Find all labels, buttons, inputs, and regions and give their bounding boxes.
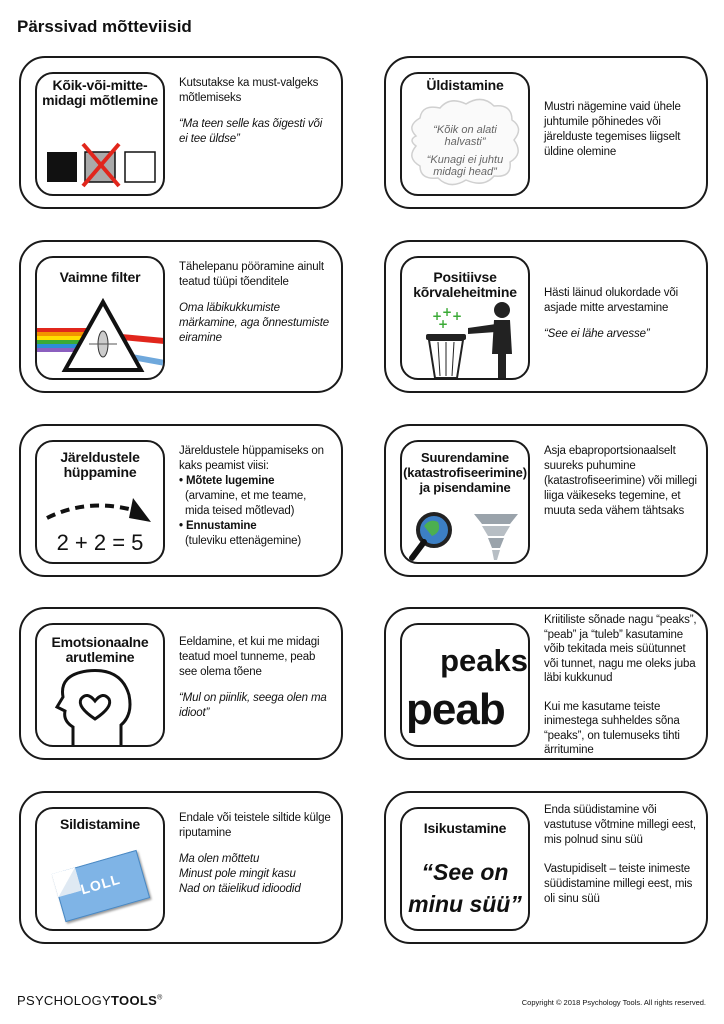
icon-box xyxy=(35,623,165,747)
black-white-squares-icon xyxy=(37,74,163,194)
cloud-text-1: “Kõik on alati halvasti” xyxy=(433,124,497,148)
trash-bin-person-icon xyxy=(402,258,528,378)
description-text: Kriitiliste sõnade nagu “peaks”, “peab” ja “tuleb” kasutamine võib tekitada meis süütunnet või tunnet, nagu me oleks juba läbi kukkunud xyxy=(544,614,697,684)
description-text: Hästi läinud olukordade või asjade mitte arvestamine xyxy=(544,287,679,314)
card-description xyxy=(544,613,698,769)
card-title: Positiivse kõrvaleheitmine xyxy=(413,269,517,300)
card-title: Järeldustele hüppamine xyxy=(60,449,140,480)
description-text: Järeldustele hüppamiseks on kaks peamist viisi: xyxy=(179,445,324,472)
card-title: Emotsionaalne arutlemine xyxy=(51,634,149,665)
description-text: Mustri nägemine vaid ühele juhtumile põhinedes või järelduste tegemises liigselt üldine olemine xyxy=(544,101,681,158)
icon-box xyxy=(400,807,530,931)
card-emotional-reasoning xyxy=(19,607,343,760)
card-description xyxy=(544,444,698,530)
svg-text:+: + xyxy=(452,309,463,323)
example-quote: Oma läbikukkumiste märkamine, aga õnnestumiste eiramine xyxy=(179,302,329,344)
icon-box xyxy=(35,440,165,564)
card-jumping-to-conclusions xyxy=(19,424,343,577)
card-description xyxy=(544,100,698,171)
example-quote: Minust pole mingit kasu xyxy=(179,868,296,880)
label-tag-icon xyxy=(52,850,150,922)
copyright-text: Copyright © 2018 Psychology Tools. All rights reserved. xyxy=(521,998,706,1007)
equation-text: 2 + 2 = 5 xyxy=(56,530,144,555)
card-disqualifying-positive xyxy=(384,240,708,393)
card-description xyxy=(544,286,698,353)
card-title: Üldistamine xyxy=(426,77,504,93)
card-title: Vaimne filter xyxy=(59,269,141,285)
card-labelling xyxy=(19,791,343,944)
card-description xyxy=(544,803,698,918)
word-peaks: peaks xyxy=(440,643,528,678)
word-peab: peab xyxy=(406,685,505,734)
card-title: Kõik-või-mitte-midagi mõtlemine xyxy=(42,77,158,108)
icon-box xyxy=(400,623,530,747)
prism-filter-icon xyxy=(37,258,163,378)
card-description xyxy=(179,635,333,732)
icon-box xyxy=(35,72,165,196)
description-text: Endale või teistele siltide külge riputamine xyxy=(179,812,331,839)
description-text: Kutsutakse ka must-valgeks mõtlemiseks xyxy=(179,77,319,104)
example-quote: Ma olen mõttetu xyxy=(179,853,260,865)
card-description xyxy=(179,444,333,549)
example-quote: “Ma teen selle kas õigesti või ei tee üldse” xyxy=(179,118,323,145)
list-item: • Ennustamine (tuleviku ettenägemine) xyxy=(179,520,302,547)
card-description xyxy=(179,260,333,357)
head-heart-icon xyxy=(37,625,163,745)
card-description xyxy=(179,811,333,897)
description-text: Tähelepanu pööramine ainult teatud tüüpi tõenditele xyxy=(179,261,324,288)
quote-line-2: minu süü” xyxy=(408,891,522,917)
icon-box xyxy=(400,256,530,380)
card-overgeneralisation xyxy=(384,56,708,209)
svg-text:+: + xyxy=(432,309,443,323)
example-quote: Nad on täielikud idioodid xyxy=(179,883,301,895)
icon-box xyxy=(35,256,165,380)
svg-text:+: + xyxy=(442,305,453,319)
card-title: Suurendamine (katastrofiseerimine) ja pisendamine xyxy=(403,450,527,495)
psychology-tools-logo: PSYCHOLOGYTOOLS® xyxy=(17,993,163,1008)
svg-text:+: + xyxy=(438,317,449,331)
list-item: • Mõtete lugemine (arvamine, et me teame, mida teised mõtlevad) xyxy=(179,475,307,517)
card-title: Sildistamine xyxy=(59,816,141,832)
card-title: Isikustamine xyxy=(423,820,507,836)
icon-box xyxy=(400,440,530,564)
label-text: LOLL xyxy=(78,870,123,898)
card-personalisation xyxy=(384,791,708,944)
description-text: Vastupidiselt – teiste inimeste süüdistamine millegi eest, mis oli sinu süü xyxy=(544,863,693,905)
card-should-statements xyxy=(384,607,708,760)
card-description xyxy=(179,76,333,158)
description-text: Eeldamine, et kui me midagi teatud moel tunneme, peab see olema tõene xyxy=(179,636,320,678)
description-text: Kui me kasutame teiste inimestega suhheldes sõna “peaks”, on tulemuseks tihti ärritumine xyxy=(544,700,680,756)
card-mental-filter xyxy=(19,240,343,393)
bullet-list xyxy=(179,474,333,549)
page-title: Pärssivad mõtteviisid xyxy=(17,17,192,36)
card-all-or-nothing xyxy=(19,56,343,209)
cloud-text-2: “Kunagi ei juhtu midagi head” xyxy=(426,154,504,178)
magnifier-tornado-icon xyxy=(402,442,528,562)
description-text: Enda süüdistamine või vastutuse võtmine millegi eest, mis polnud sinu süü xyxy=(544,804,696,846)
card-magnification-minimisation xyxy=(384,424,708,577)
example-quote: “See ei lähe arvesse” xyxy=(544,328,650,340)
quote-line-1: “See on xyxy=(421,859,509,885)
icon-box xyxy=(35,807,165,931)
description-text: Asja ebaproportsionaalselt suureks puhumine (katastrofiseerimine) või millegi liiga väikeseks tegemine, et muuta seda vähem tähtsaks xyxy=(544,445,697,517)
example-quote: “Mul on piinlik, seega olen ma idioot” xyxy=(179,692,327,719)
icon-box xyxy=(400,72,530,196)
